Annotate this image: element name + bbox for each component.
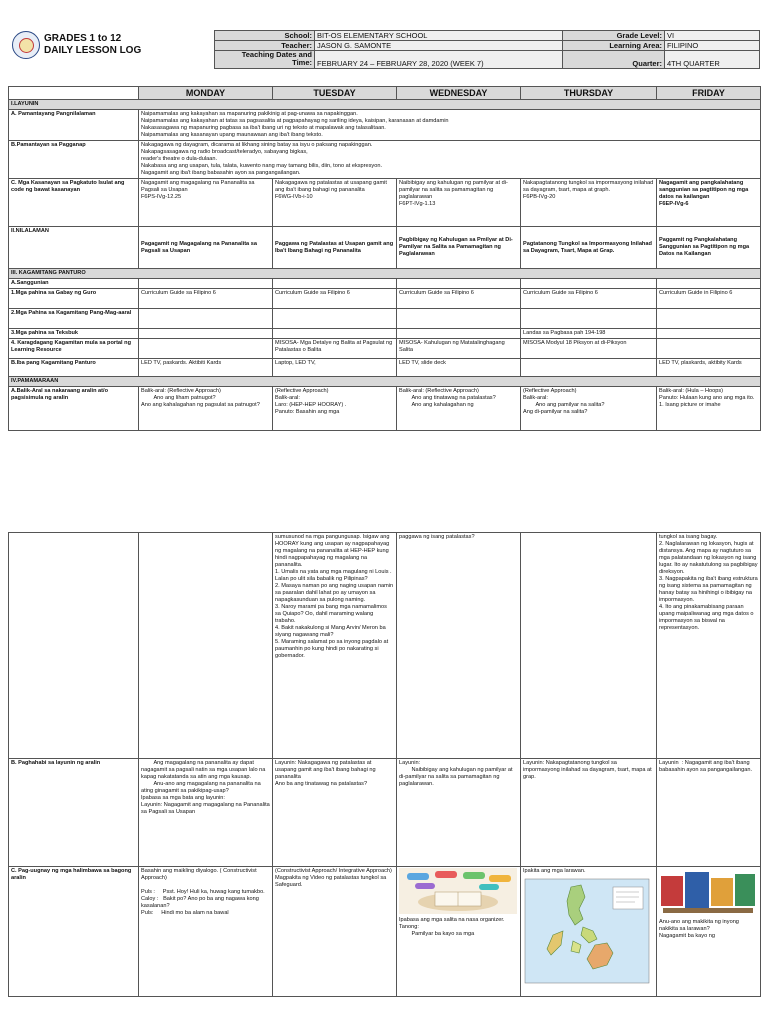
iba-monday: LED TV, paskards. Aktibiti Kards	[139, 359, 273, 377]
nilalaman-label: II.NILALAMAN	[9, 227, 139, 269]
philippines-map-image	[523, 875, 651, 987]
day-friday: FRIDAY	[657, 87, 761, 100]
lesson-log-table-page1	[8, 86, 761, 431]
pamantayan-sa-pagganap-label: B.Pamantayan sa Pagganap	[9, 141, 139, 179]
pag-uugnay-text: Ipabasa ang mga salita na nasa organizer. Tanong: Pamilyar ba kayo sa mga	[399, 917, 505, 937]
day-thursday: THURSDAY	[521, 87, 657, 100]
teaching-dates-label-line2: Time:	[292, 58, 312, 67]
karagdagan-wednesday: MISOSA- Kahulugan ng Matatalinghagang Salita	[397, 339, 521, 359]
pag-uugnay-thursday	[521, 867, 657, 997]
quarter-value: 4TH QUARTER	[665, 51, 760, 69]
paghahabi-text: Layunin : Nagagamit ang iba't ibang babasahin ayon sa pangangailangan.	[659, 760, 752, 773]
day-wednesday: WEDNESDAY	[397, 87, 521, 100]
pagganap-line: reader's theatre o dula-dulaan.	[141, 156, 218, 162]
pag-uugnay-wednesday	[397, 867, 521, 997]
balik-aral-cont-friday	[657, 533, 761, 759]
section-pamamaraan: IV.PAMAMARAAN	[9, 377, 761, 387]
nilalaman-monday: Pagagamit ng Magagalang na Pananalita sa Pagsali sa Usapan	[139, 227, 273, 269]
kasanayan-text: Nagagamit ang magagalang na Pananalita sa Pagsali sa Usapan F6PS-IVg-12.25	[141, 180, 255, 200]
kasanayan-label: C. Mga Kasanayan sa Pagkatuto Isulat ang code ng bawat kasanayan	[9, 179, 139, 227]
lesson-log-table-page2	[8, 532, 761, 997]
balik-aral-thursday	[521, 387, 657, 431]
karagdagang-kagamitan-label: 4. Karagdagang Kagamitan mula sa portal ng Learning Resource	[9, 339, 139, 359]
pamantayan-line: Naipamamalas ang kasanayan upang maunawaan ang iba't ibang teksto.	[141, 132, 323, 138]
balik-aral-tuesday	[273, 387, 397, 431]
pamantayang-pangnilalaman-label: A. Pamantayang Pangnilalaman	[9, 110, 139, 141]
kasanayan-monday	[139, 179, 273, 227]
paghahabi-text: Layunin: Nakapagtatanong tungkol sa impormasyong inilahad sa dayagram, tsart, mapa at grap.	[523, 760, 654, 780]
teksbuk-thursday: Landas sa Pagbasa pah 194-198	[521, 329, 657, 339]
deped-seal	[12, 31, 40, 59]
grade-level-label: Grade Level:	[563, 31, 665, 41]
balik-aral-cont-label	[9, 533, 139, 759]
gabay-thursday: Curriculum Guide sa Filipino 6	[521, 289, 657, 309]
quarter-label: Quarter:	[563, 51, 665, 69]
pamantayang-pangnilalaman-content	[139, 110, 761, 141]
paghahabi-text: Layunin: Nakagagawa ng patalastas at usapang gamit ang iba't ibang bahagi ng pananalita Ano ba ang tinatawag na patalastas?	[275, 760, 376, 787]
kasanayan-text: Naibibigay ang kahulugan ng pamilyar at di-pamilyar na salita sa pamamagitan ng paglalarawan F6PT-IVg-1.13	[399, 180, 508, 207]
pag-uugnay-text: Anu-ano ang makikita ng inyong nakikita sa larawan? Nagagamit ba kayo ng	[659, 919, 739, 939]
pamantayan-sa-pagganap-content	[139, 141, 761, 179]
pag-uugnay-monday	[139, 867, 273, 997]
balik-aral-cont-tuesday	[273, 533, 397, 759]
kasanayan-text: Nakagagawa ng patalastas at usapang gamit ang iba't ibang bahagi ng pananalita F6WG-IVb-i-10	[275, 180, 387, 200]
balik-aral-text: Balik-aral: (Hula – Hoops) Panuto: Hulaan kung ano ang mga ito. 1. Isang picture or imahe	[659, 388, 755, 408]
balik-aral-monday	[139, 387, 273, 431]
teaching-dates-label	[215, 51, 315, 69]
iba-thursday	[521, 359, 657, 377]
paghahabi-label: B. Paghahabi sa layunin ng aralin	[9, 759, 139, 867]
iba-tuesday: Laptop, LED TV,	[273, 359, 397, 377]
school-label: School:	[215, 31, 315, 41]
karagdagan-thursday: MISOSA Modyul 18 Piksyon at di-Piksyon	[521, 339, 657, 359]
pagganap-line: Nakapagsasagawa ng radio broadcast/teleradyo, sabayang bigkas,	[141, 149, 308, 155]
day-tuesday: TUESDAY	[273, 87, 397, 100]
balik-aral-cont-text: paggawa ng isang patalastas?	[399, 534, 475, 540]
teacher-label: Teacher:	[215, 41, 315, 51]
pag-uugnay-text: Basahin ang maikling diyalogo. ( Constructivist Approach) Puls : Psst. Hoy! Huli ka, huwag kang tumakbo. Caloy : Bakit po? Ano po ba ang nagawa kong kasalanan? Puls: Hindi mo ba alam na bawal	[141, 868, 265, 916]
gabay-monday: Curriculum Guide sa Filipino 6	[139, 289, 273, 309]
pamantayan-line: Naipamamalas ang kakayahan sa mapanuring pakikinig at pag-unawa sa napakinggan.	[141, 111, 358, 117]
karagdagan-friday	[657, 339, 761, 359]
nilalaman-friday: Paggamit ng Pangkalahatang Sanggunian sa Pagtitipon ng mga Datos na Kailangan	[657, 227, 761, 269]
learning-area-value: FILIPINO	[665, 41, 760, 51]
paghahabi-wednesday	[397, 759, 521, 867]
kasanayan-text: Nagagamit ang pangkalahatang sanggunian sa pagtitipon ng mga datos na kailangan F6EP-IVg-6	[659, 180, 749, 207]
balik-aral-label: A.Balik-Aral sa nakaraang aralin at/o pagsisimula ng aralin	[9, 387, 139, 431]
nilalaman-tuesday: Paggawa ng Patalastas at Usapan gamit ang Iba't Ibang Bahagi ng Pananalita	[273, 227, 397, 269]
seal-emblem	[19, 38, 34, 53]
day-header-row	[9, 87, 761, 100]
paghahabi-friday	[657, 759, 761, 867]
pag-uugnay-friday	[657, 867, 761, 997]
gabay-ng-guro-label: 1.Mga pahina sa Gabay ng Guro	[9, 289, 139, 309]
header-info-table	[214, 30, 760, 69]
reference-books-image	[659, 868, 757, 916]
balik-aral-wednesday	[397, 387, 521, 431]
teksbuk-label: 3.Mga pahina sa Teksbuk	[9, 329, 139, 339]
pag-uugnay-text: Ipakita ang mga larawan.	[523, 868, 586, 874]
pagganap-line: Nagagamit ang iba't ibang babasahin ayon sa pangangailangan.	[141, 170, 301, 176]
gabay-friday: Curriculum Guide in Filipino 6	[657, 289, 761, 309]
balik-aral-text: (Reflective Approach) Balik-aral: Ano ang pamilyar na salita? Ang di-pamilyar na salita?	[523, 388, 605, 415]
paghahabi-thursday	[521, 759, 657, 867]
kasanayan-friday	[657, 179, 761, 227]
form-title-line2: DAILY LESSON LOG	[44, 45, 142, 56]
grade-level-value: VI	[665, 31, 760, 41]
pag-uugnay-text: (Constructivist Approach/ Integrative Approach) Magpakita ng Video ng patalastas tungkol sa Safeguard.	[275, 868, 392, 888]
nilalaman-thursday: Pagtatanong Tungkol sa Impormasyong Inilahad sa Dayagram, Tsart, Mapa at Grap.	[521, 227, 657, 269]
balik-aral-friday	[657, 387, 761, 431]
karagdagan-monday	[139, 339, 273, 359]
sanggunian-label: A.Sanggunian	[9, 279, 139, 289]
learning-area-label: Learning Area:	[563, 41, 665, 51]
gabay-tuesday: Curriculum Guide sa Filipino 6	[273, 289, 397, 309]
balik-aral-cont-text: tungkol sa isang bagay. 2. Naglalarawan ng lokasyon, hugis at distansya. Ang mapa ay nagtuturo sa mga palatandaan ng lokasyon ng isang lugar. Ito ay nakatutulong sa pagbibigay direksyon. 3. Nagpapakita ng iba't ibang estruktura ng isang sistema sa pamamagitan ng hanay batay sa hinihingi o ibibigay na impormasyon. 4. Ito ang pinakamabisang paraan upang maipaliwanag ang mga datos o impormasyon sa biswal na representasyon.	[659, 534, 758, 631]
kasanayan-text: Nakapagtatanong tungkol sa impormasyong inilahad sa dayagram, tsart, mapa at graph. F6PB-IVg-20	[523, 180, 654, 200]
iba-pang-kagamitan-label: B.Iba pang Kagamitang Panturo	[9, 359, 139, 377]
paghahabi-tuesday	[273, 759, 397, 867]
teaching-dates-label-line1: Teaching Dates and	[241, 50, 312, 59]
day-monday: MONDAY	[139, 87, 273, 100]
kasanayan-wednesday	[397, 179, 521, 227]
balik-aral-cont-thursday	[521, 533, 657, 759]
day-header-blank	[9, 87, 139, 100]
balik-aral-text: Balik-aral: (Reflective Approach) Ano ang tinatawag na patalastas? Ano ang kahalagahan ng	[399, 388, 496, 408]
pag-uugnay-label: C. Pag-uugnay ng mga halimbawa sa bagong aralin	[9, 867, 139, 997]
pamantayan-line: Naipamamalas ang kakayahan at tatas sa pagsasalita at pagpapahayag ng sariling ideya, kaisipan, karanasan at damdamin	[141, 118, 449, 124]
pag-uugnay-tuesday	[273, 867, 397, 997]
paghahabi-text: Layunin: Naibibigay ang kahulugan ng pamilyar at di-pamilyar na salita sa pamamagitan ng paglalarawan.	[399, 760, 513, 787]
kagamitang-mag-aaral-label: 2.Mga Pahina sa Kagamitang Pang-Mag-aaral	[9, 309, 139, 329]
balik-aral-cont-text: sumusunod na mga pangungusap. Isigaw ang HOORAY kung ang usapan ay nagpapahayag ng magalang na pananalita at HEP-HEP kung hindi nagpapahayag ng magalang na pananalita. 1. Umalis na yata ang mga magulang ni Louis . Lalan po ulit sila babalik ng Pilipinas? 2. Masaya naman po ang naging usapan namin sa paaralan dahil lahat po ay umayon sa napagkasunduan sa pulong naming. 3. Naroy marami pa bang mga namamalimos sa Quiapo? Oo, dahil maraming walang trabaho. 4. Bakit nakakulong si Mang Arvin/ Meron ba siyang nagawang mali? 5. Maraming salamat po sa inyong pagdalo at paumanhin po kung hindi po nakarating si gobernador.	[275, 534, 394, 659]
balik-aral-text: (Reflective Approach) Balik-aral: Laro: (HEP-HEP HOORAY) . Panuto: Basahin ang mga	[275, 388, 347, 415]
paghahabi-text: Ang magagalang na pananalita ay dapat nagagamit sa pagsali natin sa mga usapan lalo na kapag nakatatanda sa atin ang mga kausap. Anu-ano ang magagalang na pananalita na ating ginagamit sa pakikipag-usap? Ipabasa sa mga bata ang layunin: Layunin: Nagagamit ang magagalang na Pananalita sa Pagsali sa Usapan	[141, 760, 270, 815]
karagdagan-tuesday: MISOSA- Mga Detalye ng Balita at Pagsulat ng Patalastas o Balita	[273, 339, 397, 359]
balik-aral-text: Balik-aral: (Reflective Approach) Ano ang liham patnugot? Ano ang kahalagahan ng pagsulat sa patnugot?	[141, 388, 260, 408]
nilalaman-wednesday: Pagbibigay ng Kahulugan sa Pmilyar at Di-Pamilyar na Salita sa Pamamagitan ng Paglalarawan	[397, 227, 521, 269]
balik-aral-cont-monday	[139, 533, 273, 759]
pagganap-line: Nakagagawa ng dayagram, dicarama at likhang sining batay sa isyu o paksang napakinggan.	[141, 142, 373, 148]
section-kagamitang-panturo: III. KAGAMITANG PANTURO	[9, 269, 761, 279]
paghahabi-monday	[139, 759, 273, 867]
form-title-line1: GRADES 1 to 12	[44, 33, 122, 44]
teacher-value: JASON G. SAMONTE	[315, 41, 563, 51]
kasanayan-tuesday	[273, 179, 397, 227]
iba-wednesday: LED TV, slide deck	[397, 359, 521, 377]
teaching-dates-value: FEBRUARY 24 – FEBRUARY 28, 2020 (WEEK 7)	[315, 51, 563, 69]
kasanayan-thursday	[521, 179, 657, 227]
word-organizer-image	[399, 868, 517, 914]
balik-aral-cont-wednesday	[397, 533, 521, 759]
pagganap-line: Nakabasa ang ang usapan, tula, talata, kuwento nang may tamang bilis, diin, tono at ekspresyon.	[141, 163, 382, 169]
gabay-wednesday: Curriculum Guide sa Filipino 6	[397, 289, 521, 309]
school-value: BIT-OS ELEMENTARY SCHOOL	[315, 31, 563, 41]
pamantayan-line: Nakasasagawa ng mapanuring pagbasa sa iba't ibang uri ng teksto at mapalawak ang talasalitaan.	[141, 125, 386, 131]
section-layunin: I.LAYUNIN	[9, 100, 761, 110]
iba-friday: LED TV, plaskards, aktibity Kards	[657, 359, 761, 377]
